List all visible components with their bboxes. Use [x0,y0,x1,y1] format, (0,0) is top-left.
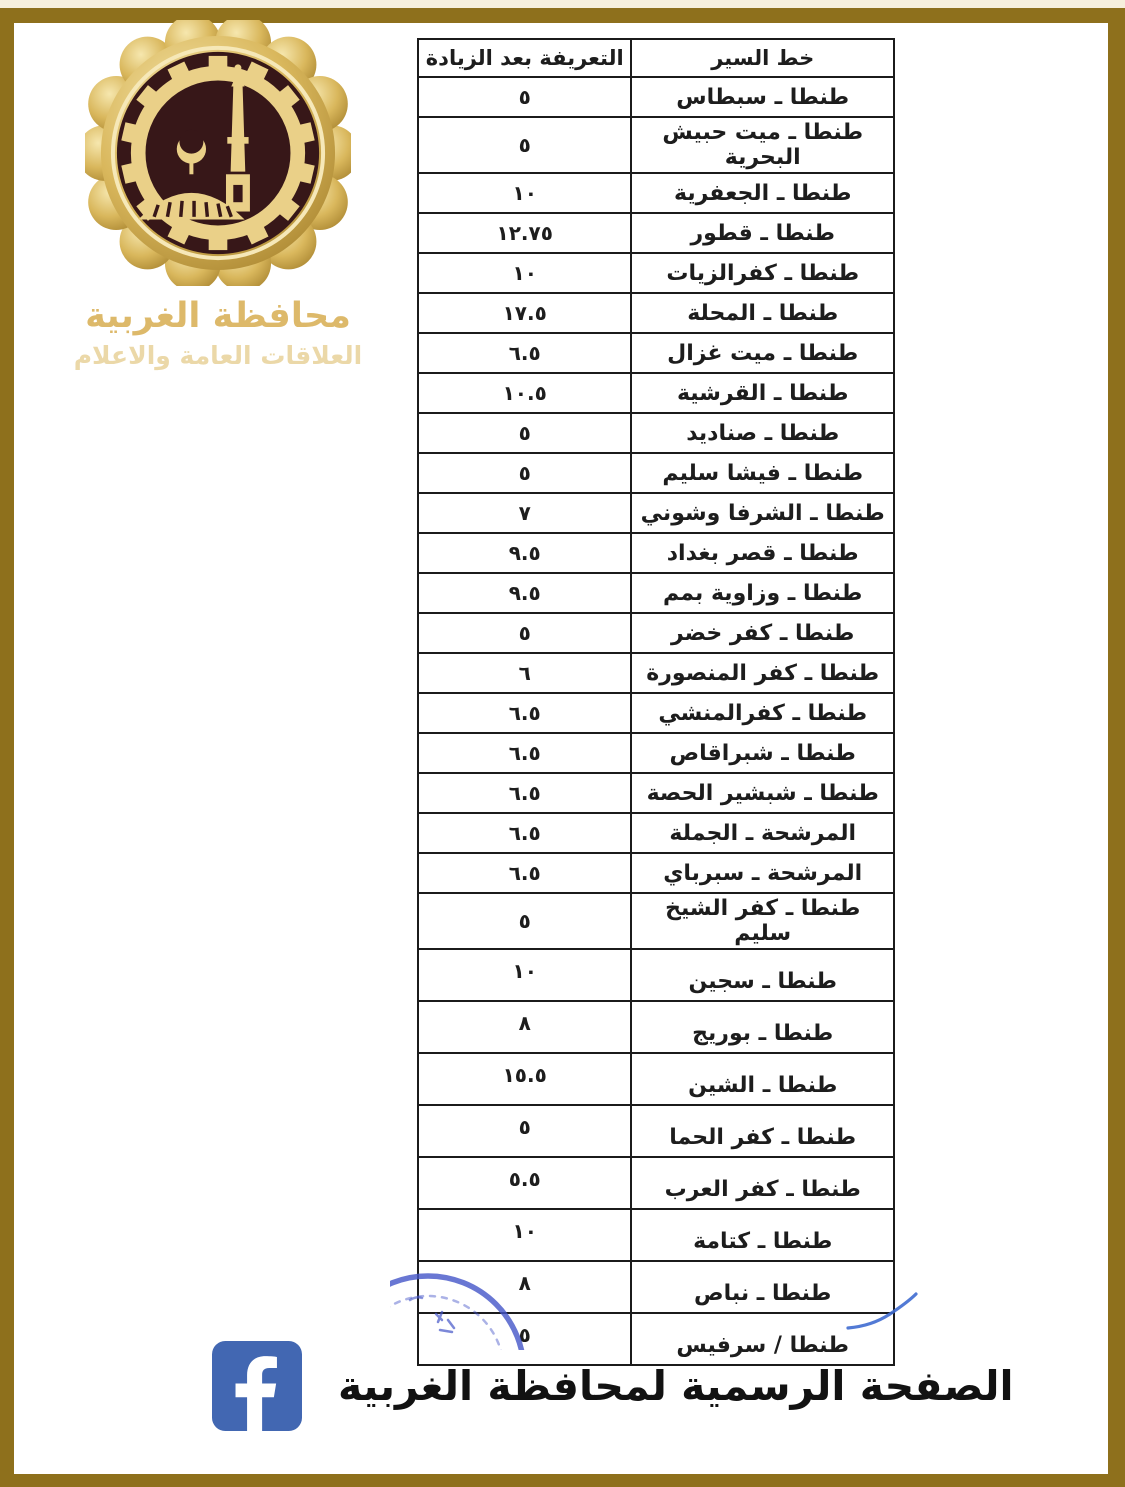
route-cell: طنطا ـ كفر الشيخ سليم [631,893,894,949]
fare-table-header [418,39,894,77]
fare-row [418,453,894,493]
route-cell: طنطا ـ شبراقاص [631,733,894,773]
fare-row [418,117,894,173]
route-cell: طنطا ـ كفرالمنشي [631,693,894,733]
fare-cell: ٦.٥ [418,813,631,853]
governorate-department: العلاقات العامة والاعلام [73,340,363,370]
governorate-seal-icon [85,20,351,286]
fare-cell: ٥ [418,893,631,949]
route-cell: المرشحة ـ سبرباي [631,853,894,893]
fare-row [418,813,894,853]
fare-row [418,253,894,293]
footer [212,1341,1014,1431]
governorate-name: محافظة الغربية [85,296,351,336]
route-cell: طنطا ـ كتامة [631,1209,894,1261]
fare-cell: ٥ [418,453,631,493]
route-cell: طنطا ـ فيشا سليم [631,453,894,493]
route-cell: طنطا ـ سجين [631,949,894,1001]
fare-cell: ١٧.٥ [418,293,631,333]
fare-cell: ٥.٥ [418,1157,631,1209]
fare-row [418,77,894,117]
route-cell: طنطا ـ بوريج [631,1001,894,1053]
route-cell: طنطا ـ صناديد [631,413,894,453]
header-row [418,39,894,77]
fare-row [418,1261,894,1313]
fare-row [418,573,894,613]
fare-row [418,693,894,733]
route-cell: طنطا ـ شبشير الحصة [631,773,894,813]
fare-row [418,613,894,653]
route-cell: طنطا ـ الجعفرية [631,173,894,213]
route-cell: طنطا ـ قطور [631,213,894,253]
route-cell: طنطا ـ الشين [631,1053,894,1105]
fare-row [418,493,894,533]
fare-row [418,1209,894,1261]
fare-row [418,173,894,213]
route-cell: طنطا / سرفيس [631,1313,894,1365]
fare-row [418,1105,894,1157]
route-cell: طنطا ـ وزاوية بمم [631,573,894,613]
route-cell: طنطا ـ القرشية [631,373,894,413]
fare-table-body [418,77,894,1365]
fare-row [418,1001,894,1053]
route-cell: طنطا ـ نباص [631,1261,894,1313]
fare-row [418,1157,894,1209]
fare-row [418,533,894,573]
fare-cell: ٨ [418,1001,631,1053]
fare-cell: ٥ [418,1105,631,1157]
fare-cell: ٦.٥ [418,333,631,373]
fare-cell: ٩.٥ [418,533,631,573]
fare-cell: ٥ [418,117,631,173]
fare-cell: ١٥.٥ [418,1053,631,1105]
fare-table [417,38,895,1366]
fare-row [418,893,894,949]
fare-cell: ٦.٥ [418,773,631,813]
fare-cell: ١٠ [418,1209,631,1261]
fare-row [418,293,894,333]
facebook-icon[interactable] [212,1341,302,1431]
top-sliver [0,0,1125,8]
fare-row [418,773,894,813]
fare-row [418,373,894,413]
route-cell: المرشحة ـ الجملة [631,813,894,853]
fare-row [418,653,894,693]
fare-row [418,213,894,253]
fare-cell: ١٠ [418,949,631,1001]
route-cell: طنطا ـ كفرالزيات [631,253,894,293]
fare-cell: ٥ [418,413,631,453]
route-cell: طنطا ـ سبطاس [631,77,894,117]
route-column-header: خط السير [631,39,894,77]
facebook-page-caption: الصفحة الرسمية لمحافظة الغربية [338,1362,1014,1410]
tariff-column-header: التعريفة بعد الزيادة [418,39,631,77]
governorate-logo [68,20,368,370]
route-cell: طنطا ـ كفر خضر [631,613,894,653]
fare-cell: ٥ [418,77,631,117]
fare-row [418,949,894,1001]
fare-cell: ٦ [418,653,631,693]
fare-cell: ١٠ [418,173,631,213]
fare-cell: ٨ [418,1261,631,1313]
route-cell: طنطا ـ كفر المنصورة [631,653,894,693]
fare-cell: ٦.٥ [418,693,631,733]
route-cell: طنطا ـ الشرفا وشوني [631,493,894,533]
route-cell: طنطا ـ المحلة [631,293,894,333]
fare-cell: ٦.٥ [418,853,631,893]
route-cell: طنطا ـ كفر العرب [631,1157,894,1209]
fare-row [418,853,894,893]
route-cell: طنطا ـ كفر الحما [631,1105,894,1157]
fare-cell: ١٠ [418,253,631,293]
fare-cell: ٥ [418,1313,631,1365]
fare-row [418,413,894,453]
fare-row [418,1053,894,1105]
fare-row [418,733,894,773]
fare-row [418,333,894,373]
route-cell: طنطا ـ ميت غزال [631,333,894,373]
route-cell: طنطا ـ قصر بغداد [631,533,894,573]
fare-cell: ٧ [418,493,631,533]
fare-cell: ٥ [418,613,631,653]
fare-cell: ١٢.٧٥ [418,213,631,253]
fare-cell: ٦.٥ [418,733,631,773]
fare-cell: ٩.٥ [418,573,631,613]
route-cell: طنطا ـ ميت حبيش البحرية [631,117,894,173]
fare-cell: ١٠.٥ [418,373,631,413]
